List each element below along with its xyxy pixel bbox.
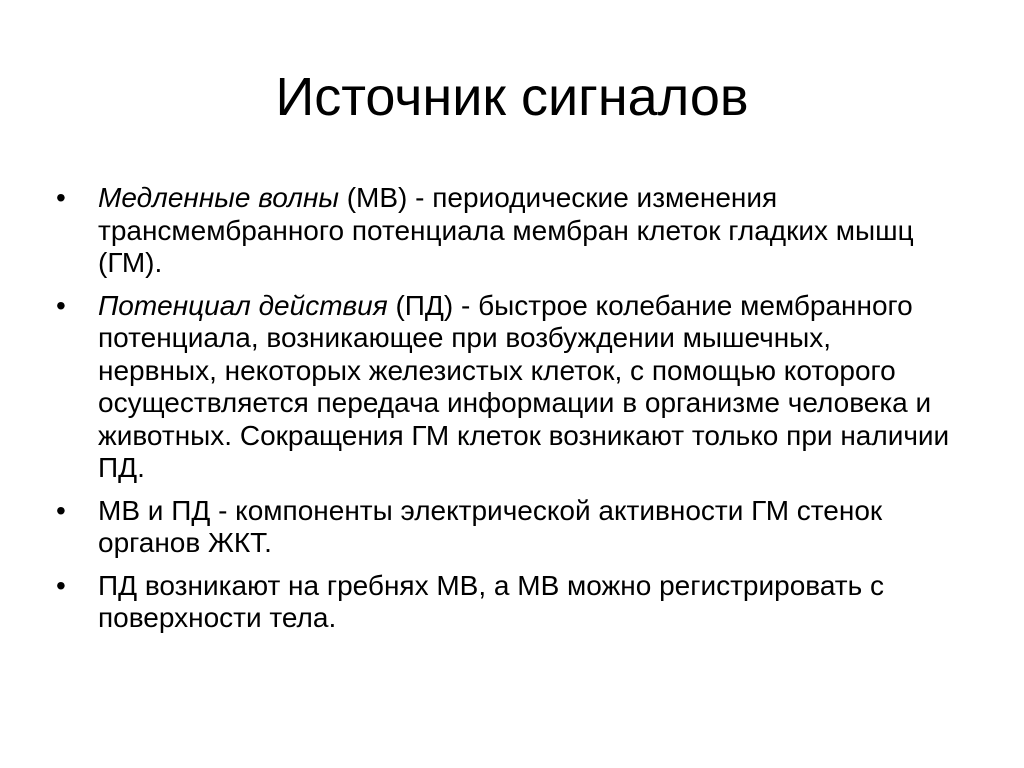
bullet-list	[54, 182, 954, 645]
bullet-term: Медленные волны	[98, 182, 339, 213]
bullet-icon: •	[56, 289, 66, 321]
bullet-text: МВ и ПД - компоненты электрической активности ГМ стенок органов ЖКТ.	[98, 494, 883, 558]
bullet-item-crests	[54, 570, 954, 635]
bullet-icon: •	[56, 569, 66, 601]
bullet-term: Потенциал действия	[98, 289, 388, 321]
bullet-icon: •	[56, 494, 66, 526]
bullet-item-slow-waves	[54, 182, 954, 280]
bullet-text: ПД возникают на гребнях МВ, а МВ можно регистрировать с поверхности тела.	[98, 569, 884, 633]
bullet-text: (МВ) - периодические изменения трансмембранного потенциала мембран клеток гладких мышц (ГМ).	[98, 182, 914, 278]
bullet-item-action-potential	[54, 290, 954, 485]
bullet-text: (ПД) - быстрое колебание мембранного потенциала, возникающее при возбуждении мышечных, нервных, некоторых железистых клеток, с помощью которого осуществляется передача информации в организме человека и животных. Сокращения ГМ клеток возникают только при наличии ПД.	[98, 289, 950, 483]
slide-title: Источник сигналов	[275, 67, 749, 127]
bullet-icon: •	[56, 182, 66, 213]
bullet-item-components	[54, 495, 954, 560]
